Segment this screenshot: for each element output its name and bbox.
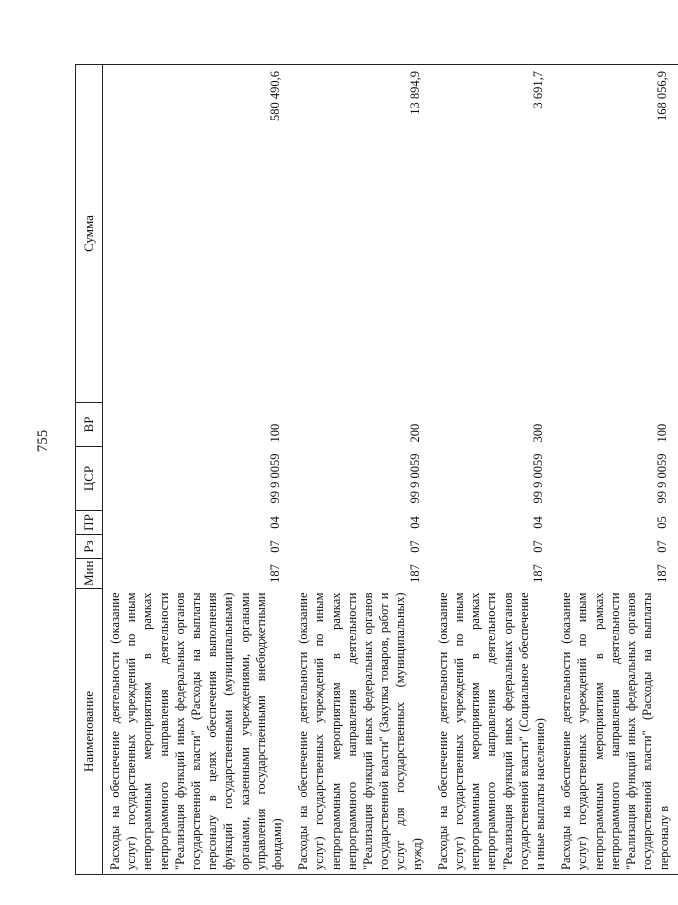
header-rz: Рз xyxy=(76,535,103,559)
row-rz: 07 xyxy=(407,540,422,553)
header-vr: ВР xyxy=(76,403,103,447)
row-csr: 99 9 0059 xyxy=(531,453,546,504)
row-csr: 99 9 0059 xyxy=(407,453,422,504)
row-name: Расходы на обеспечение деятельности (оказание услуг) государственных учреждений по иным непрограммным мероприятиям в рамках непрограммного направления деятельности "Реализация функций иных федеральных органов государственной власти" (Расходы на выплаты персоналу в целях обеспечения выполнения функций государственными (муниципальными) органами, казенными учреждениями, органами управления государственными внебюджетными фондами) xyxy=(103,589,292,875)
row-rz: 07 xyxy=(268,540,283,553)
row-min: 187 xyxy=(407,564,422,583)
row-sum: 3 691,7 xyxy=(431,65,554,403)
table-row xyxy=(554,65,677,875)
row-pr: 04 xyxy=(268,516,283,529)
row-sum: 13 894,9 xyxy=(291,65,431,403)
row-vr: 300 xyxy=(531,423,546,443)
budget-sheet xyxy=(75,65,671,875)
row-csr: 99 9 0059 xyxy=(654,453,669,504)
row-pr: 04 xyxy=(531,516,546,529)
row-vr: 100 xyxy=(268,423,283,443)
table-header xyxy=(76,65,103,875)
row-rz: 07 xyxy=(654,540,669,553)
row-rz: 07 xyxy=(531,540,546,553)
page-number: 755 xyxy=(35,429,51,453)
header-pr: ПР xyxy=(76,511,103,535)
row-pr: 04 xyxy=(407,516,422,529)
table-row xyxy=(103,65,292,875)
row-pr: 05 xyxy=(654,516,669,529)
row-sum: 168 056,9 xyxy=(554,65,677,403)
row-csr: 99 9 0059 xyxy=(268,453,283,504)
row-name: Расходы на обеспечение деятельности (оказание услуг) государственных учреждений по иным непрограммным мероприятиям в рамках непрограммного направления деятельности "Реализация функций иных федеральных органов государственной власти" (Социальное обеспечение и иные выплаты населению) xyxy=(431,589,554,875)
row-name: Расходы на обеспечение деятельности (оказание услуг) государственных учреждений по иным непрограммным мероприятиям в рамках непрограммного направления деятельности "Реализация функций иных федеральных органов государственной власти" (Расходы на выплаты персоналу в xyxy=(554,589,677,875)
header-sum: Сумма xyxy=(76,65,103,403)
budget-table xyxy=(75,64,678,875)
header-min: Мин xyxy=(76,559,103,589)
row-min: 187 xyxy=(268,564,283,583)
row-min: 187 xyxy=(654,564,669,583)
row-name: Расходы на обеспечение деятельности (оказание услуг) государственных учреждений по иным непрограммным мероприятиям в рамках непрограммного направления деятельности "Реализация функций иных федеральных органов государственной власти" (Закупка товаров, работ и услуг для государственных (муниципальных) нужд) xyxy=(291,589,431,875)
header-csr: ЦСР xyxy=(76,447,103,511)
header-name: Наименование xyxy=(76,589,103,875)
table-row xyxy=(291,65,431,875)
row-min: 187 xyxy=(531,564,546,583)
row-vr: 100 xyxy=(654,423,669,443)
table-row xyxy=(431,65,554,875)
row-sum: 580 490,6 xyxy=(103,65,292,403)
row-vr: 200 xyxy=(407,423,422,443)
